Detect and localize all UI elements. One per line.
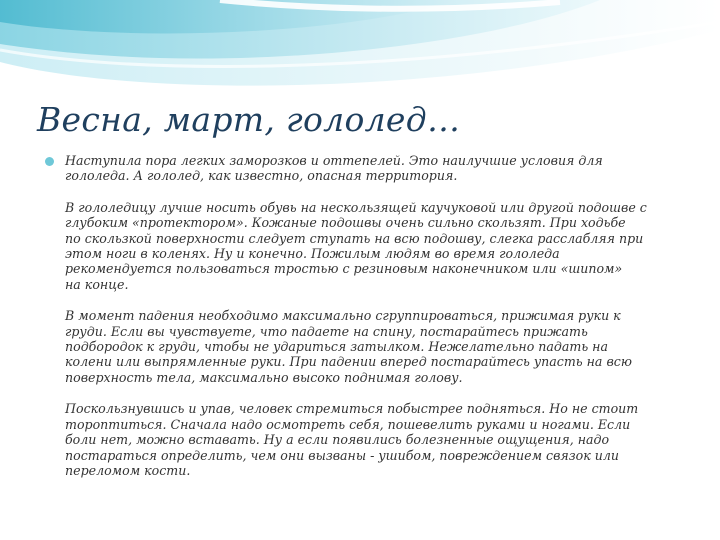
slide-title: Весна, март, гололед…	[37, 100, 461, 139]
paragraph-falling: В момент падения необходимо максимально сгруппироваться, прижимая руки к груди. Если вы чувствуете, что падаете на спину, постарайтесь прижать подбородок к груди, чтобы не удариться затылком. Нежелательно падать на колени или выпрямленные руки. При падении вперед постарайтесь упасть на всю поверхность тела, максимально высоко поднимая голову.	[65, 308, 632, 385]
bullet-item	[45, 153, 685, 184]
paragraph-footwear: В гололедицу лучше носить обувь на нескользящей каучуковой или другой подошве с глубоким «протектором». Кожаные подошвы очень сильно скользят. При ходьбе по скользкой поверхности следует ступать на всю подошву, слегка расслабляя при этом ноги в коленях. Ну и конечно. Пожилым людям во время гололеда рекомендуется пользоваться тростью с резиновым наконечником или «шипом» на конце.	[65, 199, 647, 292]
paragraph-after-fall: Поскользнувшись и упав, человек стремиться побыстрее подняться. Но не стоит тороптиться. Сначала надо осмотреть себя, пошевелить руками и ногами. Если боли нет, можно вставать. Ну а если появились болезненные ощущения, надо постараться определить, чем они вызваны - ушибом, повреждением связок или переломом кости.	[65, 401, 639, 478]
bullet-dot-icon	[45, 157, 54, 166]
bullet-text: Наступила пора легких заморозков и оттепелей. Это наилучшие условия для гололеда. А гололед, как известно, опасная территория.	[65, 153, 603, 184]
slide-body	[45, 153, 685, 494]
